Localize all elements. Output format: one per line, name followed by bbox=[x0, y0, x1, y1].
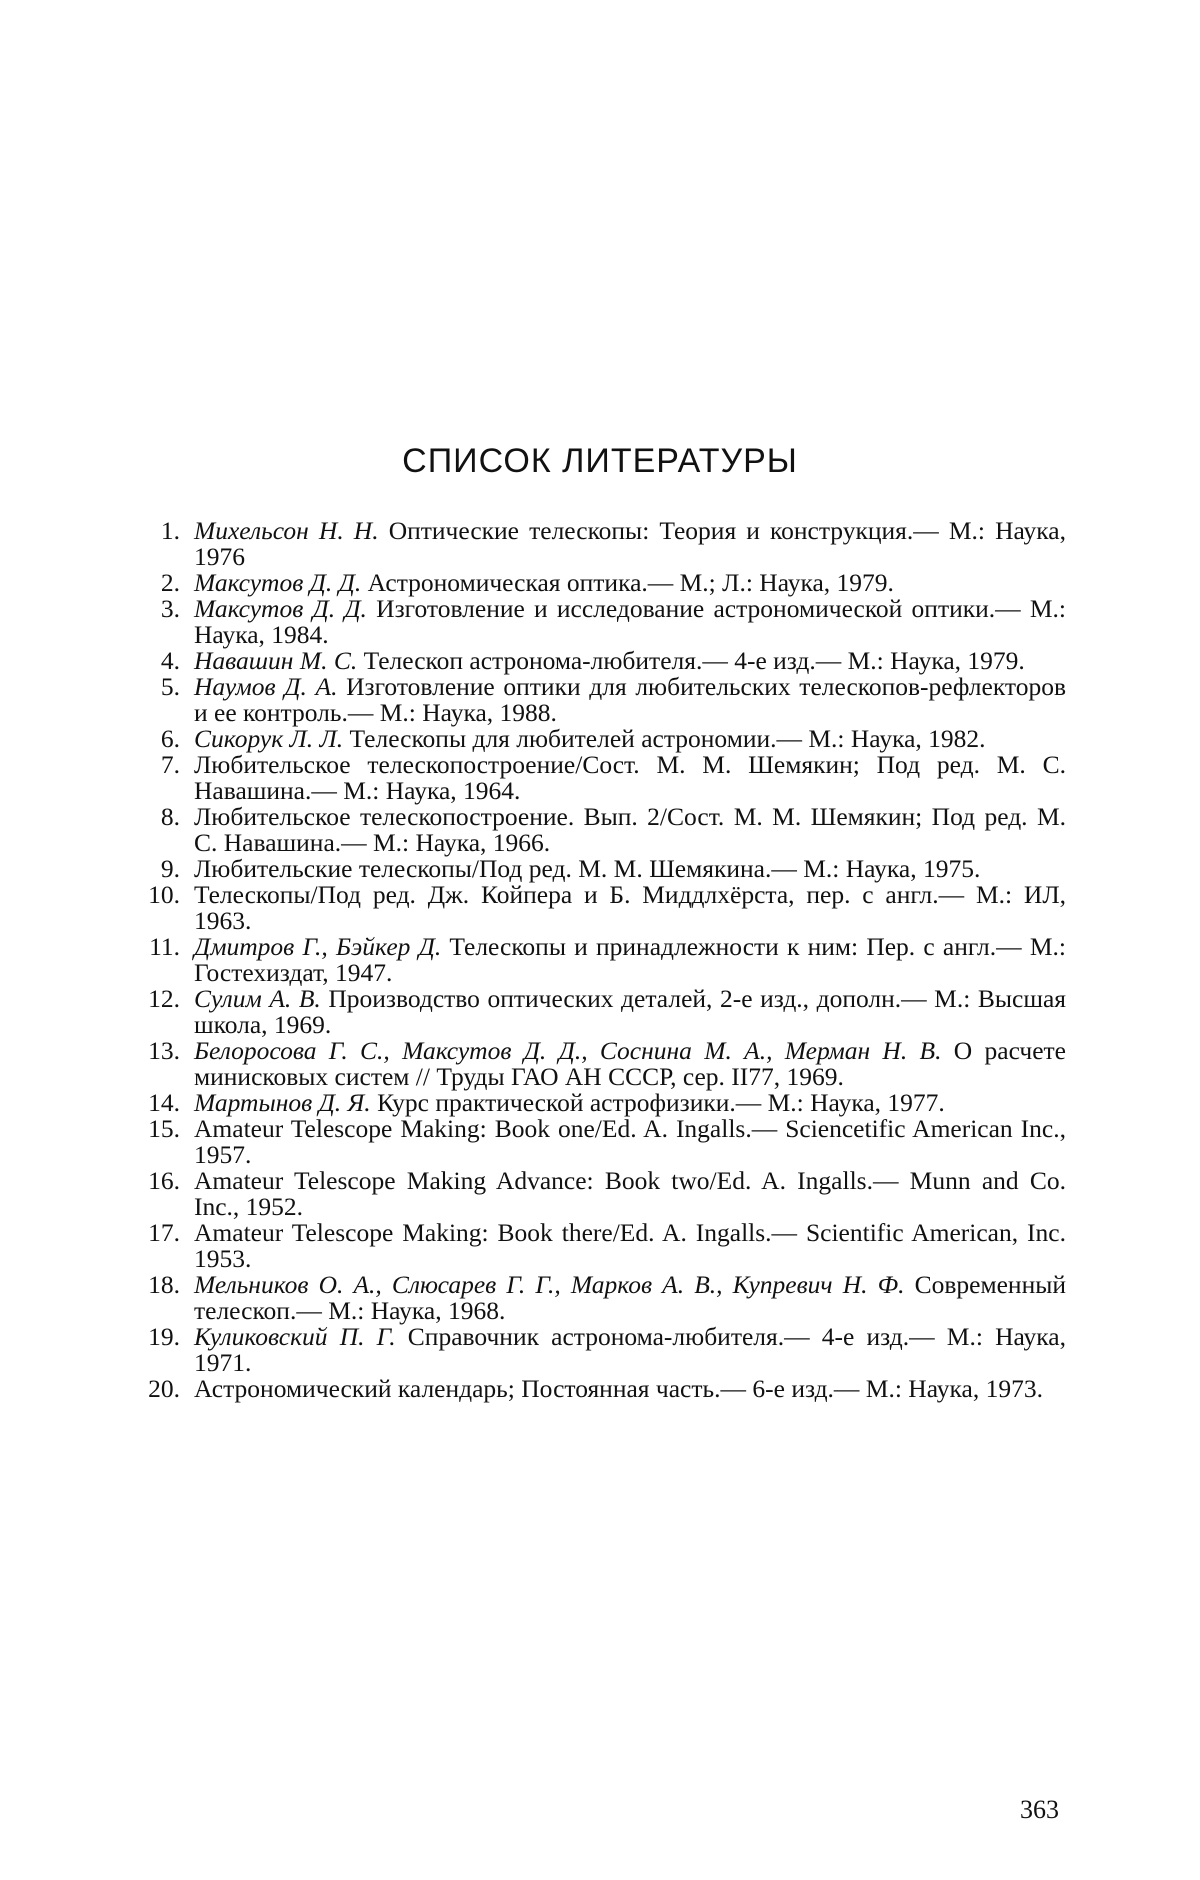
reference-authors: Максутов Д. Д. bbox=[194, 568, 362, 597]
reference-authors: Мартынов Д. Я. bbox=[194, 1088, 371, 1117]
reference-text: Amateur Telescope Making Advance: Book two/Ed. A. Ingalls.— Munn and Co. Inc., 1952. bbox=[194, 1166, 1066, 1221]
reference-item bbox=[140, 882, 1066, 934]
reference-item bbox=[140, 1220, 1066, 1272]
reference-text: О расчете минисковых систем // Труды ГАО АН СССР, сер. II77, 1969. bbox=[194, 1036, 1066, 1091]
reference-number: 3. bbox=[160, 594, 180, 623]
reference-number: 13. bbox=[148, 1036, 180, 1065]
reference-number: 10. bbox=[148, 880, 180, 909]
reference-item bbox=[140, 1116, 1066, 1168]
reference-list bbox=[140, 518, 1066, 1402]
reference-authors: Сикорук Л. Л. bbox=[194, 724, 344, 753]
reference-item bbox=[140, 934, 1066, 986]
reference-number: 7. bbox=[160, 750, 180, 779]
reference-item bbox=[140, 1324, 1066, 1376]
reference-number: 5. bbox=[160, 672, 180, 701]
reference-item bbox=[140, 726, 1066, 752]
reference-number: 18. bbox=[148, 1270, 180, 1299]
reference-authors: Куликовский П. Г. bbox=[194, 1322, 396, 1351]
reference-number: 16. bbox=[148, 1166, 180, 1195]
reference-authors: Михельсон Н. Н. bbox=[194, 516, 379, 545]
reference-text: Любительское телескопостроение/Сост. М. М. Шемякин; Под ред. М. С. Навашина.— М.: Наука, 1964. bbox=[194, 750, 1066, 805]
reference-authors: Наумов Д. А. bbox=[194, 672, 338, 701]
reference-authors: Мельников О. А., Слюсарев Г. Г., Марков А. В., Купревич Н. Ф. bbox=[194, 1270, 905, 1299]
reference-text: Телескопы для любителей астрономии.— М.: Наука, 1982. bbox=[343, 724, 986, 753]
reference-number: 9. bbox=[160, 854, 180, 883]
reference-text: Изготовление и исследование астрономической оптики.— М.: Наука, 1984. bbox=[194, 594, 1066, 649]
reference-authors: Навашин М. С. bbox=[194, 646, 358, 675]
reference-item bbox=[140, 1168, 1066, 1220]
reference-authors: Белоросова Г. С., Максутов Д. Д., Соснина М. А., Мерман Н. В. bbox=[194, 1036, 942, 1065]
reference-item bbox=[140, 518, 1066, 570]
reference-text: Amateur Telescope Making: Book there/Ed. A. Ingalls.— Scientific American, Inc. 1953. bbox=[194, 1218, 1066, 1273]
reference-item bbox=[140, 570, 1066, 596]
reference-item bbox=[140, 674, 1066, 726]
reference-text: Производство оптических деталей, 2-е изд., дополн.— М.: Высшая школа, 1969. bbox=[194, 984, 1066, 1039]
reference-number: 12. bbox=[148, 984, 180, 1013]
reference-item bbox=[140, 596, 1066, 648]
reference-number: 8. bbox=[160, 802, 180, 831]
reference-text: Любительские телескопы/Под ред. М. М. Шемякина.— М.: Наука, 1975. bbox=[194, 854, 981, 883]
page-title: СПИСОК ЛИТЕРАТУРЫ bbox=[402, 442, 798, 480]
reference-item bbox=[140, 752, 1066, 804]
reference-authors: Максутов Д. Д. bbox=[194, 594, 367, 623]
reference-item bbox=[140, 856, 1066, 882]
reference-number: 14. bbox=[148, 1088, 180, 1117]
reference-text: Астрономический календарь; Постоянная часть.— 6-е изд.— М.: Наука, 1973. bbox=[194, 1374, 1043, 1403]
reference-number: 1. bbox=[160, 516, 180, 545]
reference-text: Телескоп астронома-любителя.— 4-е изд.— М.: Наука, 1979. bbox=[357, 646, 1025, 675]
reference-number: 20. bbox=[148, 1374, 180, 1403]
reference-item bbox=[140, 804, 1066, 856]
reference-item bbox=[140, 1272, 1066, 1324]
reference-text: Оптические телескопы: Теория и конструкция.— М.: Наука, 1976 bbox=[194, 516, 1066, 571]
reference-number: 19. bbox=[148, 1322, 180, 1351]
reference-number: 2. bbox=[160, 568, 180, 597]
reference-item bbox=[140, 1038, 1066, 1090]
reference-authors: Сулим А. В. bbox=[194, 984, 321, 1013]
page-number: 363 bbox=[1020, 1795, 1059, 1824]
reference-text: Астрономическая оптика.— М.; Л.: Наука, 1979. bbox=[361, 568, 894, 597]
reference-item bbox=[140, 986, 1066, 1038]
reference-item bbox=[140, 1376, 1066, 1402]
reference-item bbox=[140, 1090, 1066, 1116]
reference-text: Amateur Telescope Making: Book one/Ed. A. Ingalls.— Sciencetific American Inc., 1957. bbox=[194, 1114, 1066, 1169]
reference-text: Телескопы/Под ред. Дж. Койпера и Б. Миддлхёрста, пер. с англ.— М.: ИЛ, 1963. bbox=[194, 880, 1066, 935]
reference-authors: Дмитров Г., Бэйкер Д. bbox=[194, 932, 442, 961]
reference-text: Любительское телескопостроение. Вып. 2/Сост. М. М. Шемякин; Под ред. М. С. Навашина.— М.: Наука, 1966. bbox=[194, 802, 1066, 857]
reference-number: 17. bbox=[148, 1218, 180, 1247]
reference-number: 11. bbox=[149, 932, 180, 961]
reference-text: Изготовление оптики для любительских телескопов-рефлекторов и ее контроль.— М.: Наука, 1988. bbox=[194, 672, 1066, 727]
reference-text: Телескопы и принадлежности к ним: Пер. с англ.— М.: Гостехиздат, 1947. bbox=[194, 932, 1066, 987]
reference-number: 6. bbox=[160, 724, 180, 753]
reference-text: Современный телескоп.— М.: Наука, 1968. bbox=[194, 1270, 1066, 1325]
reference-text: Курс практической астрофизики.— М.: Наука, 1977. bbox=[370, 1088, 945, 1117]
reference-item bbox=[140, 648, 1066, 674]
reference-number: 4. bbox=[160, 646, 180, 675]
reference-text: Справочник астронома-любителя.— 4-е изд.— М.: Наука, 1971. bbox=[194, 1322, 1066, 1377]
reference-number: 15. bbox=[148, 1114, 180, 1143]
